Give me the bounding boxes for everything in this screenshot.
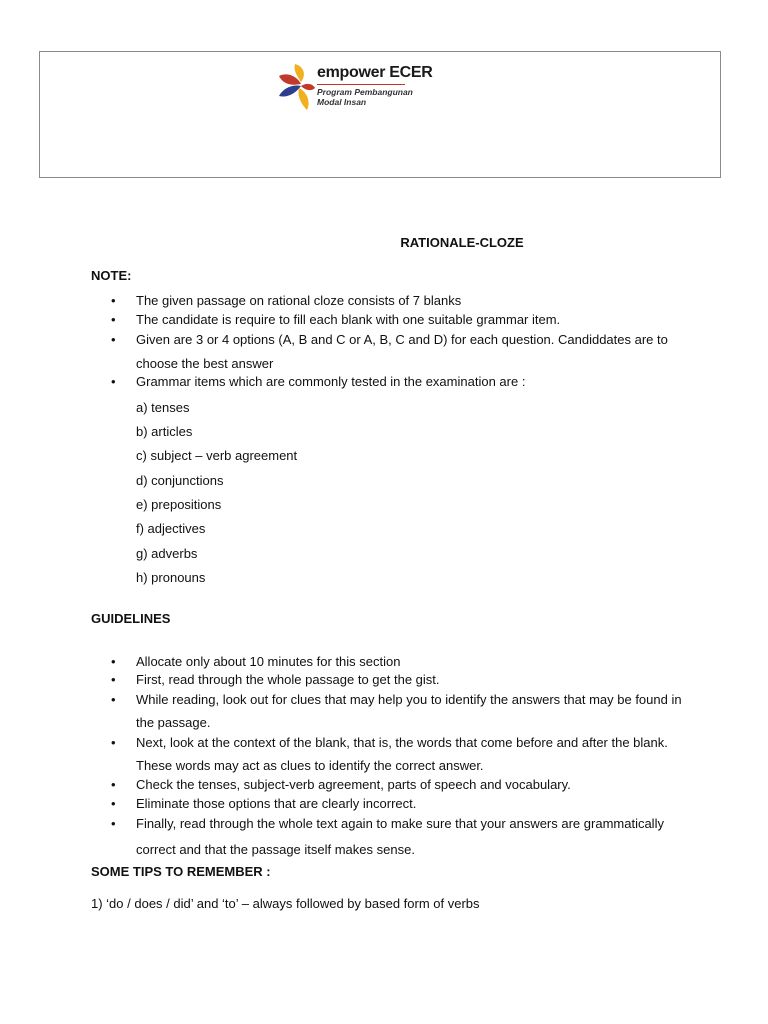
grammar-item: g) adverbs [136,546,198,561]
ecer-logo-icon [277,62,317,114]
grammar-item: c) subject – verb agreement [136,448,298,463]
logo-brand: empower ECER [317,64,433,81]
guideline-bullet [115,688,685,734]
logo [277,62,433,122]
guideline-bullet-text: • Finally, read through the whole text again to make sure that your answers are grammatically correct and that the passage itself makes sense. [136,816,664,857]
tips-heading: SOME TIPS TO REMEMBER : [91,864,271,879]
note-bullet-text: • The candidate is require to fill each blank with one suitable grammar item. [136,312,561,327]
tip-item: 1) ‘do / does / did’ and ‘to’ – always followed by based form of verbs [91,896,480,911]
note-bullet [115,328,685,376]
logo-subtitle-line2: Modal Insan [317,97,367,107]
page-title: RATIONALE-CLOZE [400,235,524,250]
guideline-bullet-text: • Next, look at the context of the blank, that is, the words that come before and after the blank. These words may act as clues to identify the correct answer. [136,735,668,773]
guideline-bullet [115,731,685,777]
guideline-bullet [115,811,685,863]
note-bullet-text: • Grammar items which are commonly tested in the examination are : [136,374,526,389]
grammar-item: h) pronouns [136,570,206,585]
guideline-bullet-text: • While reading, look out for clues that may help you to identify the answers that may be found in the passage. [136,692,682,730]
note-bullet-text: • The given passage on rational cloze consists of 7 blanks [136,293,462,308]
logo-rule [317,84,405,85]
guideline-bullet-text: • Check the tenses, subject-verb agreement, parts of speech and vocabulary. [136,777,571,792]
guidelines-heading: GUIDELINES [91,611,171,626]
grammar-item: b) articles [136,424,193,439]
grammar-item: e) prepositions [136,497,222,512]
logo-subtitle-line1: Program Pembangunan [317,87,413,97]
note-bullet [115,371,685,393]
logo-subtitle [317,87,413,107]
grammar-item: a) tenses [136,400,190,415]
guideline-bullet-text: • Allocate only about 10 minutes for this section [136,654,401,669]
grammar-item: f) adjectives [136,521,206,536]
grammar-item: d) conjunctions [136,473,224,488]
note-heading: NOTE: [91,268,132,283]
guideline-bullet-text: • First, read through the whole passage to get the gist. [136,672,440,687]
note-bullet-text: • Given are 3 or 4 options (A, B and C or A, B, C and D) for each question. Candiddates are to choose the best answer [136,332,668,371]
guideline-bullet-text: • Eliminate those options that are clearly incorrect. [136,796,417,811]
